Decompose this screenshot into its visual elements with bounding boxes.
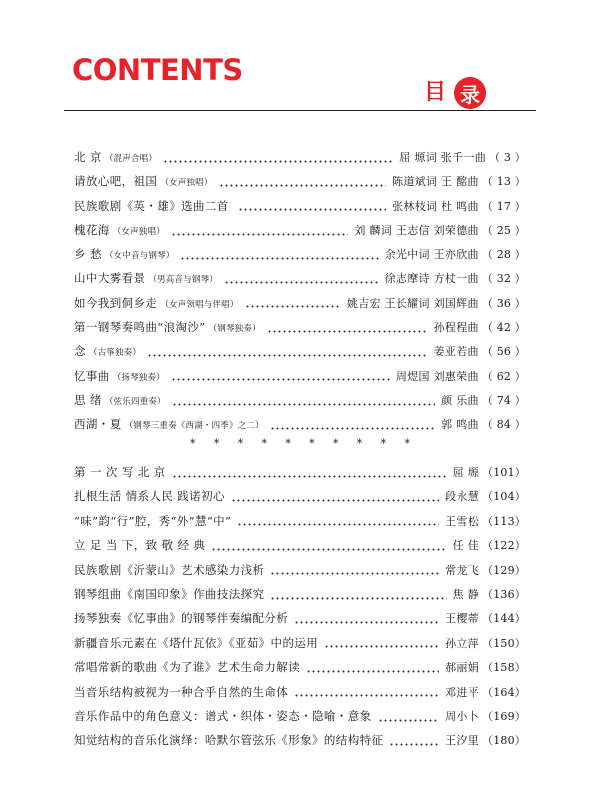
entry-author: 周小卜 (445, 709, 479, 723)
entry-credit: 郭 鸣曲 (441, 418, 479, 432)
entry-title: 山中大雾看景 (74, 271, 146, 286)
entry-title: 思 绪 (74, 392, 102, 407)
separator-star: * (356, 437, 363, 450)
toc-entry[interactable] (74, 173, 526, 197)
separator-star: * (213, 437, 220, 450)
separator-star: * (261, 437, 267, 450)
toc-entry[interactable] (74, 246, 526, 270)
entry-title: 新疆音乐元素在《塔什瓦依》《亚茹》中的运用 (74, 635, 319, 650)
entry-page: （ 56 ） (481, 345, 526, 359)
entry-title: 乡 愁 (74, 247, 102, 262)
separator-star: * (285, 437, 291, 450)
leader-dots (270, 597, 446, 600)
entry-page: （164） (482, 685, 526, 699)
leader-dots (238, 208, 386, 211)
toc-entry[interactable] (74, 586, 526, 610)
leader-dots (171, 378, 390, 381)
entry-page: （113） (482, 514, 526, 528)
entry-title: 钢琴组曲《南国印象》作曲技法探究 (74, 586, 265, 601)
contents-heading: CONTENTS (72, 53, 243, 87)
separator-star: * (190, 437, 196, 450)
entry-author: 王汐里 (445, 734, 479, 748)
entry-page: （158） (482, 661, 526, 675)
entry-author: 段永慧 (445, 490, 479, 504)
entry-page: （150） (482, 636, 526, 650)
entry-page: （ 84 ） (481, 418, 526, 432)
entry-page: （122） (482, 539, 526, 553)
separator-star: * (309, 437, 315, 450)
separator-star: * (237, 437, 244, 450)
leader-dots (324, 645, 439, 648)
entry-page: （169） (482, 709, 526, 723)
entry-page: （ 74 ） (481, 393, 526, 407)
leader-dots (163, 160, 393, 163)
toc-entry[interactable] (74, 295, 526, 319)
entry-page: （ 25 ） (481, 223, 526, 237)
toc-entry[interactable] (74, 610, 526, 634)
entry-page: （ 62 ） (481, 369, 526, 383)
entry-credit: 姚吉宏 王长耀词 刘国辉曲 (346, 296, 479, 310)
toc-section-articles (74, 464, 526, 757)
entry-page: （104） (482, 490, 526, 504)
entry-credit: 徐志摩诗 方杖一曲 (384, 272, 479, 286)
entry-credit: 刘 麟词 王志信 刘荣德曲 (354, 223, 479, 237)
toc-entry[interactable] (74, 149, 526, 173)
entry-page: （180） (482, 734, 526, 748)
leader-dots (180, 257, 378, 260)
entry-title: 知觉结构的音乐化演绎：哈默尔管弦乐《形象》的结构特征 (74, 733, 384, 748)
leader-dots (224, 281, 379, 284)
leader-dots (219, 184, 387, 187)
leader-dots (270, 427, 435, 430)
entry-page: （ 28 ） (481, 248, 526, 262)
toc-entry[interactable] (74, 392, 526, 416)
leader-dots (378, 719, 440, 722)
entry-credit: 周煜国 刘惠荣曲 (395, 369, 479, 383)
entry-author: 郝丽娟 (445, 661, 479, 675)
entry-title: “味”韵“行”腔，秀“外”慧“中” (74, 513, 232, 528)
entry-title: 常唱常新的歌曲《为了谁》艺术生命力解读 (74, 660, 301, 675)
toc-entry[interactable] (74, 708, 526, 732)
leader-dots (270, 572, 439, 575)
entry-credit: 姜亚若曲 (433, 345, 479, 359)
toc-entry[interactable] (74, 537, 526, 561)
entry-credit: 陈道斌词 王 酩曲 (392, 175, 479, 189)
leader-dots (389, 743, 439, 746)
mulu-heading (424, 75, 486, 111)
entry-title: 念 (74, 344, 86, 359)
entry-author: 王雪松 (445, 514, 479, 528)
entry-page: （ 17 ） (481, 199, 526, 213)
leader-dots (245, 305, 341, 308)
entry-author: 王樱蒂 (445, 612, 479, 626)
entry-page: （129） (482, 563, 526, 577)
leader-dots (172, 403, 435, 406)
entry-title: 民族歌剧《沂蒙山》艺术感染力浅析 (74, 562, 265, 577)
entry-page: （101） (482, 466, 526, 479)
entry-title: 当音乐结构被视为一种合乎自然的生命体 (74, 684, 289, 699)
toc-entry[interactable] (74, 198, 526, 222)
separator-star: * (332, 437, 339, 450)
entry-author: 邓进平 (445, 685, 479, 699)
entry-author: 常龙飞 (445, 563, 479, 577)
toc-entry[interactable] (74, 464, 526, 488)
leader-dots (237, 523, 439, 526)
entry-title: 第 一 次 写 北 京 (74, 465, 166, 479)
entry-title: 第一钢琴奏鸣曲“浪淘沙” (74, 320, 206, 335)
section-separator (190, 437, 410, 450)
entry-note: （弦乐四重奏） (104, 396, 166, 407)
leader-dots (294, 694, 439, 697)
entry-title: 音乐作品中的角色意义：谱式・织体・姿态・隐喻・意象 (74, 708, 372, 723)
entry-page: （ 36 ） (481, 296, 526, 310)
mulu-second-char-badge: 录 (454, 77, 486, 109)
leader-dots (294, 621, 439, 624)
entry-note: （女声独唱） (160, 178, 213, 189)
entry-title: 如今我到侗乡走 (74, 295, 158, 310)
leader-dots (147, 354, 427, 357)
entry-note: （女声领唱与伴唱） (160, 299, 239, 310)
entry-note: （女声独唱） (112, 226, 165, 237)
entry-page: （ 3 ） (489, 151, 526, 164)
entry-page: （ 32 ） (481, 272, 526, 286)
entry-note: （男高音与钢琴） (148, 275, 219, 286)
toc-entry[interactable] (74, 343, 526, 367)
entry-author: 任 佳 (452, 539, 479, 553)
entry-page: （136） (482, 587, 526, 601)
leader-dots (306, 670, 439, 673)
mulu-first-char: 目 (424, 80, 447, 105)
toc-entry[interactable] (74, 488, 526, 512)
entry-credit: 孙程程曲 (433, 321, 479, 335)
entry-title: 北 京 (74, 150, 102, 164)
entry-author: 焦 静 (452, 587, 479, 601)
entry-title: 立 足 当 下，致 敬 经 典 (74, 538, 206, 553)
toc-entry[interactable] (74, 319, 526, 343)
entry-note: （钢琴独奏） (208, 324, 261, 335)
entry-title: 民族歌剧《英・雄》选曲二首 (74, 198, 229, 213)
toc-entry[interactable] (74, 659, 526, 683)
leader-dots (171, 233, 349, 236)
separator-star: * (380, 437, 387, 450)
entry-note: （古筝独奏） (88, 348, 142, 359)
toc-entry[interactable] (74, 732, 526, 756)
leader-dots (172, 475, 447, 478)
toc-entry[interactable] (74, 562, 526, 586)
entry-title: 请放心吧，祖国 (74, 174, 158, 189)
entry-page: （ 13 ） (481, 175, 526, 189)
leader-dots (267, 330, 428, 333)
entry-page: （144） (482, 612, 526, 626)
toc-entry[interactable] (74, 368, 526, 392)
entry-title: 扎根生活 情系人民 践诺初心 (74, 489, 225, 504)
entry-author: 孙立萍 (445, 636, 479, 650)
entry-note: （女中音与钢琴） (104, 251, 175, 262)
entry-credit: 张林枝词 杜 鸣曲 (392, 199, 479, 213)
header-rule (64, 110, 536, 111)
entry-title: 槐花海 (74, 222, 110, 237)
toc-entry[interactable] (74, 635, 526, 659)
toc-entry[interactable] (74, 270, 526, 294)
entry-note: （混声合唱） (104, 154, 158, 164)
entry-title: 西湖・夏 (74, 417, 122, 432)
entry-note: （钢琴三重奏《西湖・四季》之二） (124, 421, 264, 432)
entry-page: （ 42 ） (481, 321, 526, 335)
toc-entry[interactable] (74, 222, 526, 246)
entry-title: 扬琴独奏《忆事曲》的钢琴伴奏编配分析 (74, 611, 289, 626)
toc-entry[interactable] (74, 684, 526, 708)
entry-note: （扬琴独奏） (112, 372, 165, 383)
leader-dots (231, 499, 439, 502)
entry-credit: 颜 乐曲 (441, 393, 479, 407)
separator-star: * (404, 437, 410, 450)
toc-section-works (74, 149, 526, 441)
entry-credit: 余光中词 王亦欣曲 (384, 248, 479, 262)
entry-author: 屈 塬 (452, 466, 479, 479)
toc-entry[interactable] (74, 513, 526, 537)
leader-dots (211, 548, 446, 551)
entry-title: 忆事曲 (74, 368, 110, 383)
entry-credit: 屈 塬词 张千一曲 (399, 151, 486, 164)
